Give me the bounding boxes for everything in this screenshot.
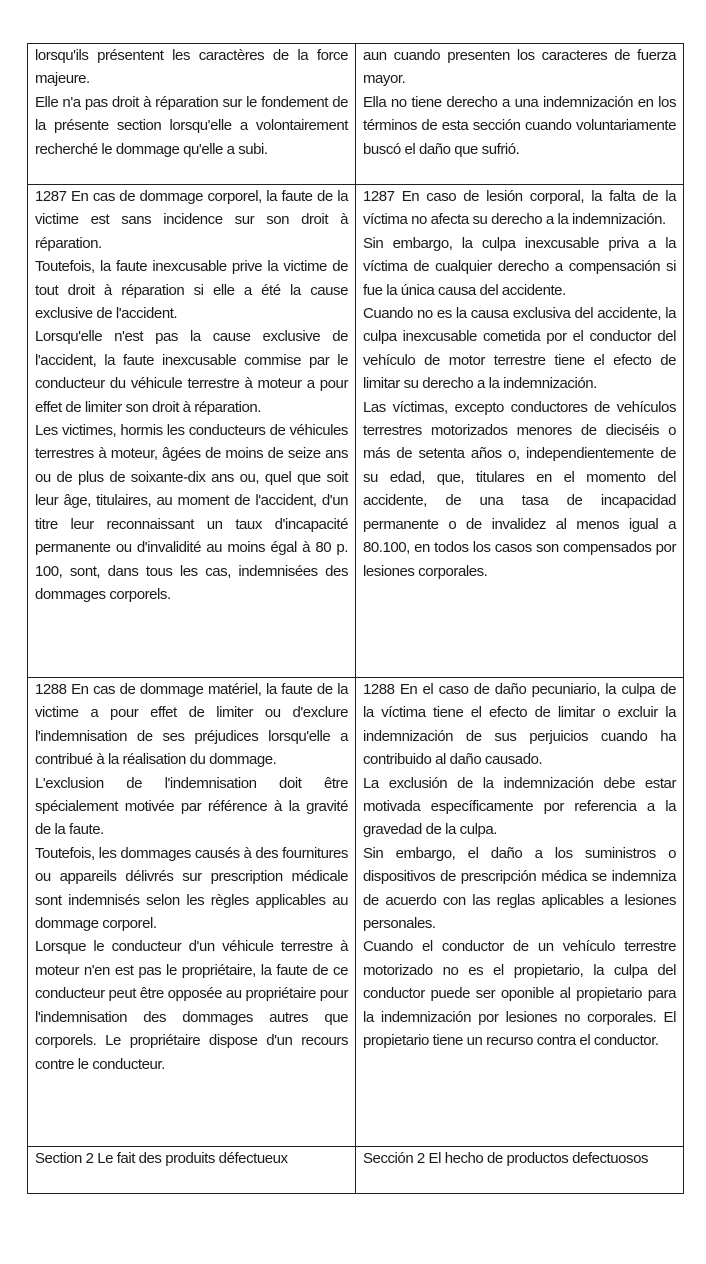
spanish-cell [356, 44, 684, 185]
french-paragraph: Lorsque le conducteur d'un véhicule terrestre à moteur n'en est pas le propriétaire, la faute de ce conducteur peut être opposée au propriétaire pour l'indemnisation des dommages autres que corporels. Le propriétaire dispose d'un recours contre le conducteur. [35, 938, 348, 1073]
french-paragraph: 1288 En cas de dommage matériel, la faute de la victime a pour effet de limiter ou d'exclure l'indemnisation de ses préjudices lorsqu'elle a contribué à la réalisation du dommage. [35, 681, 348, 769]
french-cell [28, 678, 356, 1147]
french-cell [28, 44, 356, 185]
french-paragraph: 1287 En cas de dommage corporel, la faute de la victime est sans incidence sur son droit à réparation. [35, 188, 348, 252]
spanish-paragraph: Sin embargo, el daño a los suministros o dispositivos de prescripción médica se indemniza de acuerdo con las reglas aplicables a lesiones personales. [363, 844, 676, 933]
french-paragraph: Toutefois, la faute inexcusable prive la victime de tout droit à réparation si elle a été la cause exclusive de l'accident. [35, 258, 348, 323]
spanish-paragraph: Cuando el conductor de un vehículo terrestre motorizado no es el propietario, la culpa del conductor puede ser oponible al propietario para la indemnización por lesiones no corporales. El propietario tiene un recurso contra el conductor. [363, 938, 676, 1050]
spanish-cell [356, 1147, 684, 1194]
bilingual-table [27, 43, 684, 1194]
spanish-paragraph: Las víctimas, excepto conductores de vehículos terrestres motorizados menores de dieciséis o más de setenta años o, independientemente de su edad, que, titulares en el momento del accidente, de una tasa de incapacidad permanente o de invalidez al menos igual a 80.100, en todos los casos son compensados por lesiones corporales. [363, 398, 676, 580]
table-row [28, 185, 684, 678]
french-paragraph: Lorsqu'elle n'est pas la cause exclusive de l'accident, la faute inexcusable commise par le conducteur du véhicule terrestre à moteur a pour effet de limiter son droit à réparation. [35, 328, 348, 416]
spanish-paragraph: Sin embargo, la culpa inexcusable priva a la víctima de cualquier derecho a compensación si fue la única causa del accidente. [363, 234, 676, 299]
table-row [28, 678, 684, 1147]
spanish-paragraph: aun cuando presenten los caracteres de fuerza mayor. [363, 47, 676, 88]
spanish-section-heading: Sección 2 El hecho de productos defectuosos [363, 1150, 649, 1167]
table-row [28, 1147, 684, 1194]
french-paragraph: lorsqu'ils présentent les caractères de la force majeure. [35, 47, 348, 88]
spanish-cell [356, 185, 684, 678]
french-cell [28, 185, 356, 678]
spanish-paragraph: Cuando no es la causa exclusiva del accidente, la culpa inexcusable cometida por el conductor del vehículo de motor terrestre tiene el efecto de limitar su derecho a la indemnización. [363, 305, 676, 393]
french-cell [28, 1147, 356, 1194]
french-paragraph: L'exclusion de l'indemnisation doit être spécialement motivée par référence à la gravité de la faute. [35, 774, 348, 839]
spanish-paragraph: 1288 En el caso de daño pecuniario, la culpa de la víctima tiene el efecto de limitar o excluir la indemnización de sus perjuicios cuando ha contribuido al daño causado. [363, 681, 676, 769]
french-section-heading: Section 2 Le fait des produits défectueux [35, 1150, 288, 1167]
spanish-paragraph: 1287 En caso de lesión corporal, la falta de la víctima no afecta su derecho a la indemnización. [363, 188, 676, 229]
french-paragraph: Les victimes, hormis les conducteurs de véhicules terrestres à moteur, âgées de moins de seize ans ou de plus de soixante-dix ans ou, quel que soit leur âge, titulaires, au moment de l'accident, d'un titre leur reconnaissant un taux d'incapacité permanente ou d'invalidité au moins égal à 80 p. 100, sont, dans tous les cas, indemnisées des dommages corporels. [35, 422, 348, 603]
spanish-cell [356, 678, 684, 1147]
spanish-paragraph: La exclusión de la indemnización debe estar motivada específicamente por referencia a la gravedad de la culpa. [363, 774, 676, 839]
french-paragraph: Elle n'a pas droit à réparation sur le fondement de la présente section lorsqu'elle a volontairement recherché le dommage qu'elle a subi. [35, 93, 348, 158]
spanish-paragraph: Ella no tiene derecho a una indemnización en los términos de esta sección cuando voluntariamente buscó el daño que sufrió. [363, 93, 676, 158]
table-row [28, 44, 684, 185]
french-paragraph: Toutefois, les dommages causés à des fournitures ou appareils délivrés sur prescription médicale sont indemnisés selon les règles applicables au dommage corporel. [35, 844, 348, 933]
